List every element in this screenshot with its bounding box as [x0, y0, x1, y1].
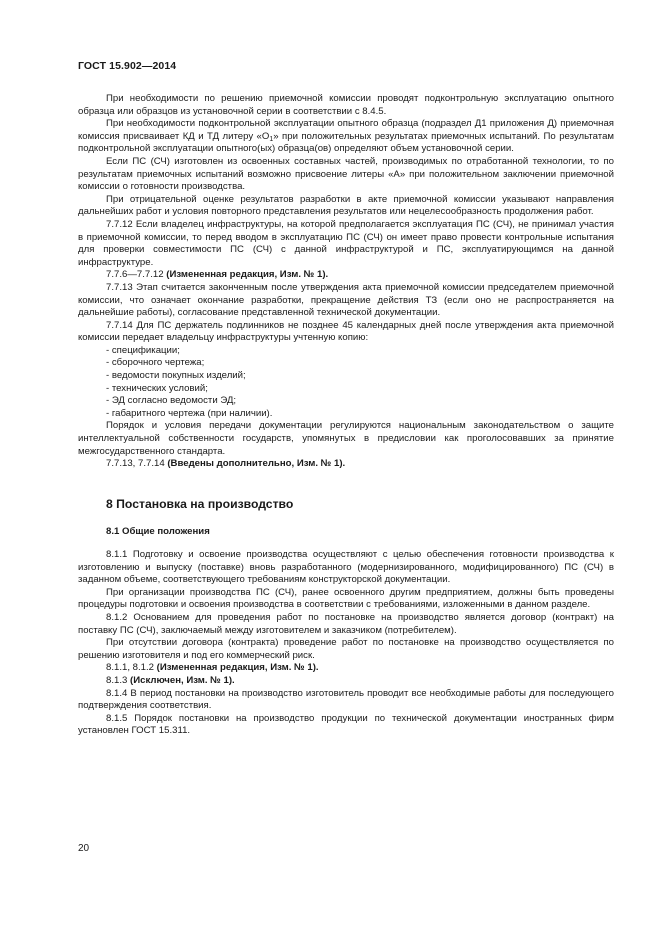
subscript-text: 1 — [269, 135, 274, 143]
clause-7-7-13: 7.7.13 Этап считается законченным после утверждения акта приемочной комиссии председателем приемочной комиссии, что означает окончание разработки, прекращение действия ТЗ (если оно не распространяется на дальнейшие работы), согласование представленной технической документации. — [78, 281, 614, 319]
list-item: - ведомости покупных изделий; — [106, 370, 246, 382]
subsection-title: 8.1 Общие положения — [106, 526, 210, 538]
amendment-note — [78, 458, 614, 471]
paragraph: Если ПС (СЧ) изготовлен из освоенных составных частей, производимых по отработанной технологии, то по результатам приемочных испытаний возможно присвоение литеры «А» при положительном заключении приемочной комиссии о готовности производства. — [78, 155, 614, 193]
section-title: 8 Постановка на производство — [106, 496, 294, 511]
document-header: ГОСТ 15.902—2014 — [78, 60, 177, 72]
clause-8-1-2: 8.1.2 Основанием для проведения работ по постановке на производство является договор (контракт) на поставку ПС (СЧ), заключаемый между изготовителем и заказчиком (потребителем). — [78, 611, 614, 636]
clause-8-1-4: 8.1.4 В период постановки на производство изготовитель проводит все необходимые работы для последующего подтверждения соответствия. — [78, 687, 614, 712]
clause-7-7-12: 7.7.12 Если владелец инфраструктуры, на которой предполагается эксплуатация ПС (СЧ), не принимал участия в приемочной комиссии, то перед вводом в эксплуатацию ПС (СЧ) он имеет право провести контрольные испытания для проверки совместимости ПС (СЧ) с данной инфраструктурой и ПС, эксплуатирующимся на данной инфраструктуре. — [78, 218, 614, 268]
paragraph: При отсутствии договора (контракта) проведение работ по постановке на производство осуществляется по решению изготовителя и под его коммерческий риск. — [78, 637, 614, 661]
list-item: - габаритного чертежа (при наличии). — [106, 407, 273, 419]
paragraph: При отрицательной оценке результатов разработки в акте приемочной комиссии указывают направления дальнейших работ и условия повторного представления результатов или нецелесообразность продолжения работ. — [78, 193, 614, 218]
paragraph — [78, 118, 614, 156]
list-item: - технических условий; — [106, 382, 208, 394]
paragraph: При организации производства ПС (СЧ), ранее освоенного другим предприятием, должны быть проведены процедуры подготовки и освоения производства в соответствии с требованиями, изложенными в данном разделе. — [78, 586, 614, 611]
list-item: - сборочного чертежа; — [106, 357, 205, 369]
clause-8-1-5: 8.1.5 Порядок постановки на производство продукции по технической документации иностранных фирм установлен ГОСТ 15.311. — [78, 712, 614, 737]
amendment-text: (Исключен, Изм. № 1). — [130, 674, 235, 686]
amendment-text: (Введены дополнительно, Изм. № 1). — [167, 458, 346, 470]
paragraph-text: При необходимости подконтрольной эксплуатации опытного образца (подраздел Д1 приложения Д) приемочная комиссия присваивает КД и ТД литеру «О — [78, 118, 614, 142]
amendment-note — [78, 662, 614, 675]
list-item: - ЭД согласно ведомости ЭД; — [106, 395, 237, 407]
amendment-text: (Измененная редакция, Изм. № 1). — [166, 269, 329, 281]
clause-7-7-14: 7.7.14 Для ПС держатель подлинников не позднее 45 календарных дней после утверждения акта приемочной комиссии передает владельцу инфраструктуры учтенную копию: — [78, 319, 614, 344]
clause-ref: 8.1.3 — [106, 674, 131, 686]
clause-ref: 8.1.1, 8.1.2 — [106, 662, 157, 674]
paragraph: Порядок и условия передачи документации регулируются национальным законодательством о защите интеллектуальной собственности государств, упомянутых в предисловии как проголосовавших за принятие межгосударственного стандарта. — [78, 420, 614, 457]
clause-8-1-3 — [78, 675, 614, 688]
list-item: - спецификации; — [106, 344, 180, 356]
amendment-note — [78, 269, 614, 282]
amendment-text: (Измененная редакция, Изм. № 1). — [156, 662, 319, 674]
clause-ref: 7.7.13, 7.7.14 — [106, 458, 168, 470]
paragraph-text: » при положительных результатах приемочных испытаний. По результатам подконтрольной эксплуатации опытного(ых) образца(ов) определяют объем установочной серии. — [78, 130, 615, 155]
paragraph: При необходимости по решению приемочной комиссии проводят подконтрольную эксплуатацию опытного образца или образцов из установочной серии в соответствии с 8.4.5. — [78, 93, 614, 117]
clause-8-1-1: 8.1.1 Подготовку и освоение производства осуществляют с целью обеспечения готовности производства к изготовлению и выпуску (поставке) вновь разработанного (модернизированного, модифицированного) ПС (СЧ) в заданном объеме, соответствующего требованиям конструкторской документации. — [78, 549, 614, 586]
page-number: 20 — [78, 843, 90, 854]
document-body — [78, 93, 614, 738]
clause-ref: 7.7.6—7.7.12 — [106, 269, 167, 281]
